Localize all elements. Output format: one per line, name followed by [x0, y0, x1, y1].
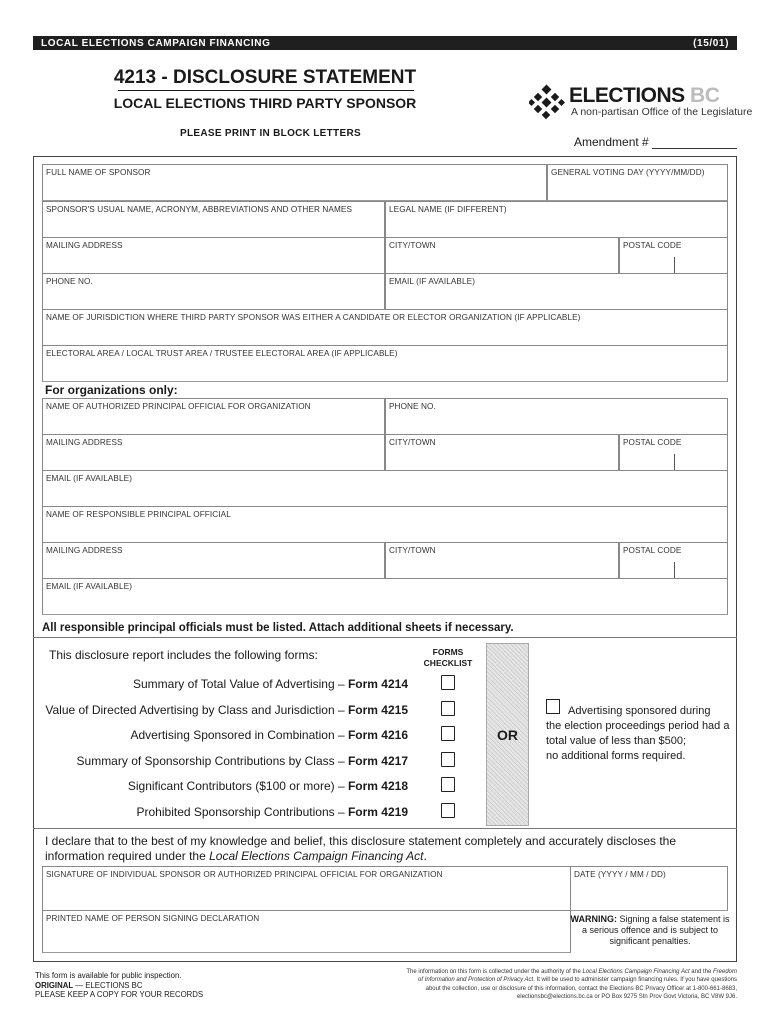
electoral-area-field[interactable] — [42, 345, 728, 382]
field-label: GENERAL VOTING DAY (YYYY/MM/DD) — [551, 168, 705, 177]
sponsor-mailing-address-field[interactable] — [42, 237, 385, 274]
field-label: EMAIL (IF AVAILABLE) — [389, 277, 476, 286]
field-label: NAME OF RESPONSIBLE PRINCIPAL OFFICIAL — [46, 510, 231, 519]
checklist-header — [418, 647, 478, 669]
alt-line: no additional forms required. — [546, 750, 686, 762]
field-label: FULL NAME OF SPONSOR — [46, 168, 151, 177]
postal-code-divider — [674, 562, 675, 578]
form-4217-checkbox[interactable] — [441, 752, 455, 767]
elections-bc-mark-icon — [529, 84, 565, 120]
field-label: EMAIL (IF AVAILABLE) — [46, 582, 133, 591]
field-label: PHONE NO. — [46, 277, 93, 286]
checklist-intro: This disclosure report includes the following forms: — [49, 648, 318, 662]
org-phone-field[interactable] — [385, 398, 728, 435]
alt-line: total value of less than $500; — [546, 735, 687, 747]
printed-name-field[interactable] — [42, 910, 571, 953]
field-label: NAME OF AUTHORIZED PRINCIPAL OFFICIAL FOR ORGANIZATION — [46, 402, 311, 411]
sponsor-postal-code-field[interactable] — [619, 237, 728, 274]
field-label: MAILING ADDRESS — [46, 546, 123, 555]
field-label: SIGNATURE OF INDIVIDUAL SPONSOR OR AUTHORIZED PRINCIPAL OFFICIAL FOR ORGANIZATION — [46, 870, 443, 879]
field-label: DATE (YYYY / MM / DD) — [574, 870, 666, 879]
form-title: 4213 - DISCLOSURE STATEMENT — [113, 67, 417, 88]
org-postal-code-field[interactable] — [619, 434, 728, 471]
field-label: MAILING ADDRESS — [46, 241, 123, 250]
sponsor-city-field[interactable] — [385, 237, 619, 274]
form-version: (15/01) — [693, 37, 729, 49]
form-4217-label: Summary of Sponsorship Contributions by Class – Form 4217 — [76, 754, 408, 768]
sponsor-usual-name-field[interactable] — [42, 201, 385, 238]
field-label: MAILING ADDRESS — [46, 438, 123, 447]
field-label: POSTAL CODE — [623, 241, 682, 250]
field-label: POSTAL CODE — [623, 546, 682, 555]
no-additional-forms-text — [546, 704, 736, 764]
field-label: SPONSOR'S USUAL NAME, ACRONYM, ABBREVIATIONS AND OTHER NAMES — [46, 205, 353, 214]
amendment-label: Amendment # — [574, 135, 649, 149]
responsible-official-name-field[interactable] — [42, 506, 728, 543]
postal-code-divider — [674, 257, 675, 273]
field-label: EMAIL (IF AVAILABLE) — [46, 474, 133, 483]
field-label: CITY/TOWN — [389, 546, 436, 555]
field-label: PHONE NO. — [389, 402, 436, 411]
elections-bc-logo — [529, 84, 753, 124]
form-subtitle: LOCAL ELECTIONS THIRD PARTY SPONSOR — [113, 95, 417, 111]
field-label: NAME OF JURISDICTION WHERE THIRD PARTY SPONSOR WAS EITHER A CANDIDATE OR ELECTOR ORGANIZATION (IF APPLICABLE) — [46, 313, 581, 322]
alt-line: Advertising sponsored during — [568, 705, 711, 717]
checklist-header-line1: FORMS — [432, 647, 464, 657]
field-label: LEGAL NAME (IF DIFFERENT) — [389, 205, 507, 214]
declaration-date-field[interactable] — [570, 866, 728, 911]
or-label: OR — [497, 727, 518, 743]
privacy-notice: The information on this form is collected under the authority of the Local Elections Campaign Financing Act and the Freedom of Information and Protection of Privacy Act. It will be used to administer campaign financing rules. If you have questions about the collection, use or disclosure of this information, contact the Elections BC Privacy Officer at 1-800-661-8683, electionsbc@elections.bc.ca or PO Box 9275 Stn Prov Govt Victoria, BC V8W 9J6. — [406, 969, 737, 1000]
false-statement-warning: WARNING: Signing a false statement is a serious offence and is subject to significant penalties. — [570, 914, 730, 946]
header-bar — [33, 36, 737, 50]
org-mailing-address-field[interactable] — [42, 434, 385, 471]
organizations-heading: For organizations only: — [45, 383, 178, 397]
checklist-header-line2: CHECKLIST — [423, 658, 473, 668]
form-4218-label: Significant Contributors ($100 or more) – Form 4218 — [127, 779, 408, 793]
footer-line: ORIGINAL — ELECTIONS BC — [35, 980, 143, 990]
general-voting-day-field[interactable] — [547, 164, 728, 201]
sponsor-email-field[interactable] — [385, 273, 728, 310]
declaration-text: I declare that to the best of my knowledge and belief, this disclosure statement completely and accurately discloses the information required under the Local Elections Campaign Financing Act. — [45, 834, 677, 863]
alt-line: the election proceedings period had a — [546, 720, 730, 732]
officials-note: All responsible principal officials must be listed. Attach additional sheets if necessary. — [42, 622, 514, 634]
form-4215-checkbox[interactable] — [441, 701, 455, 716]
sponsor-phone-field[interactable] — [42, 273, 385, 310]
footer-line: PLEASE KEEP A COPY FOR YOUR RECORDS — [35, 990, 204, 999]
section-divider — [33, 828, 737, 829]
jurisdiction-field[interactable] — [42, 309, 728, 346]
field-label: POSTAL CODE — [623, 438, 682, 447]
authorized-official-name-field[interactable] — [42, 398, 385, 435]
print-instruction: PLEASE PRINT IN BLOCK LETTERS — [180, 128, 361, 139]
form-4219-checkbox[interactable] — [441, 803, 455, 818]
responsible-mailing-address-field[interactable] — [42, 542, 385, 579]
title-underline — [118, 90, 414, 91]
section-divider — [33, 637, 737, 638]
form-4214-label: Summary of Total Value of Advertising – Form 4214 — [132, 677, 408, 691]
form-4216-label: Advertising Sponsored in Combination – Form 4216 — [130, 728, 408, 742]
header-bar-title: LOCAL ELECTIONS CAMPAIGN FINANCING — [41, 37, 271, 49]
sponsor-full-name-field[interactable] — [42, 164, 547, 201]
field-label: CITY/TOWN — [389, 241, 436, 250]
field-label: CITY/TOWN — [389, 438, 436, 447]
postal-code-divider — [674, 454, 675, 470]
footer-notice — [35, 971, 203, 1000]
signature-field[interactable] — [42, 866, 571, 911]
responsible-city-field[interactable] — [385, 542, 619, 579]
responsible-email-field[interactable] — [42, 578, 728, 615]
form-4215-label: Value of Directed Advertising by Class and Jurisdiction – Form 4215 — [45, 703, 408, 717]
legal-name-field[interactable] — [385, 201, 728, 238]
org-city-field[interactable] — [385, 434, 619, 471]
org-email-field[interactable] — [42, 470, 728, 507]
logo-tagline: A non-partisan Office of the Legislature — [571, 106, 753, 118]
amendment-input[interactable] — [652, 148, 737, 149]
responsible-postal-code-field[interactable] — [619, 542, 728, 579]
form-4216-checkbox[interactable] — [441, 726, 455, 741]
logo-word-suffix: BC — [690, 84, 720, 107]
form-4218-checkbox[interactable] — [441, 777, 455, 792]
form-4214-checkbox[interactable] — [441, 675, 455, 690]
logo-word: ELECTIONS — [569, 84, 685, 107]
field-label: PRINTED NAME OF PERSON SIGNING DECLARATION — [46, 914, 260, 923]
field-label: ELECTORAL AREA / LOCAL TRUST AREA / TRUSTEE ELECTORAL AREA (IF APPLICABLE) — [46, 349, 398, 358]
footer-line: This form is available for public inspection. — [35, 971, 182, 980]
form-4219-label: Prohibited Sponsorship Contributions – Form 4219 — [136, 805, 408, 819]
